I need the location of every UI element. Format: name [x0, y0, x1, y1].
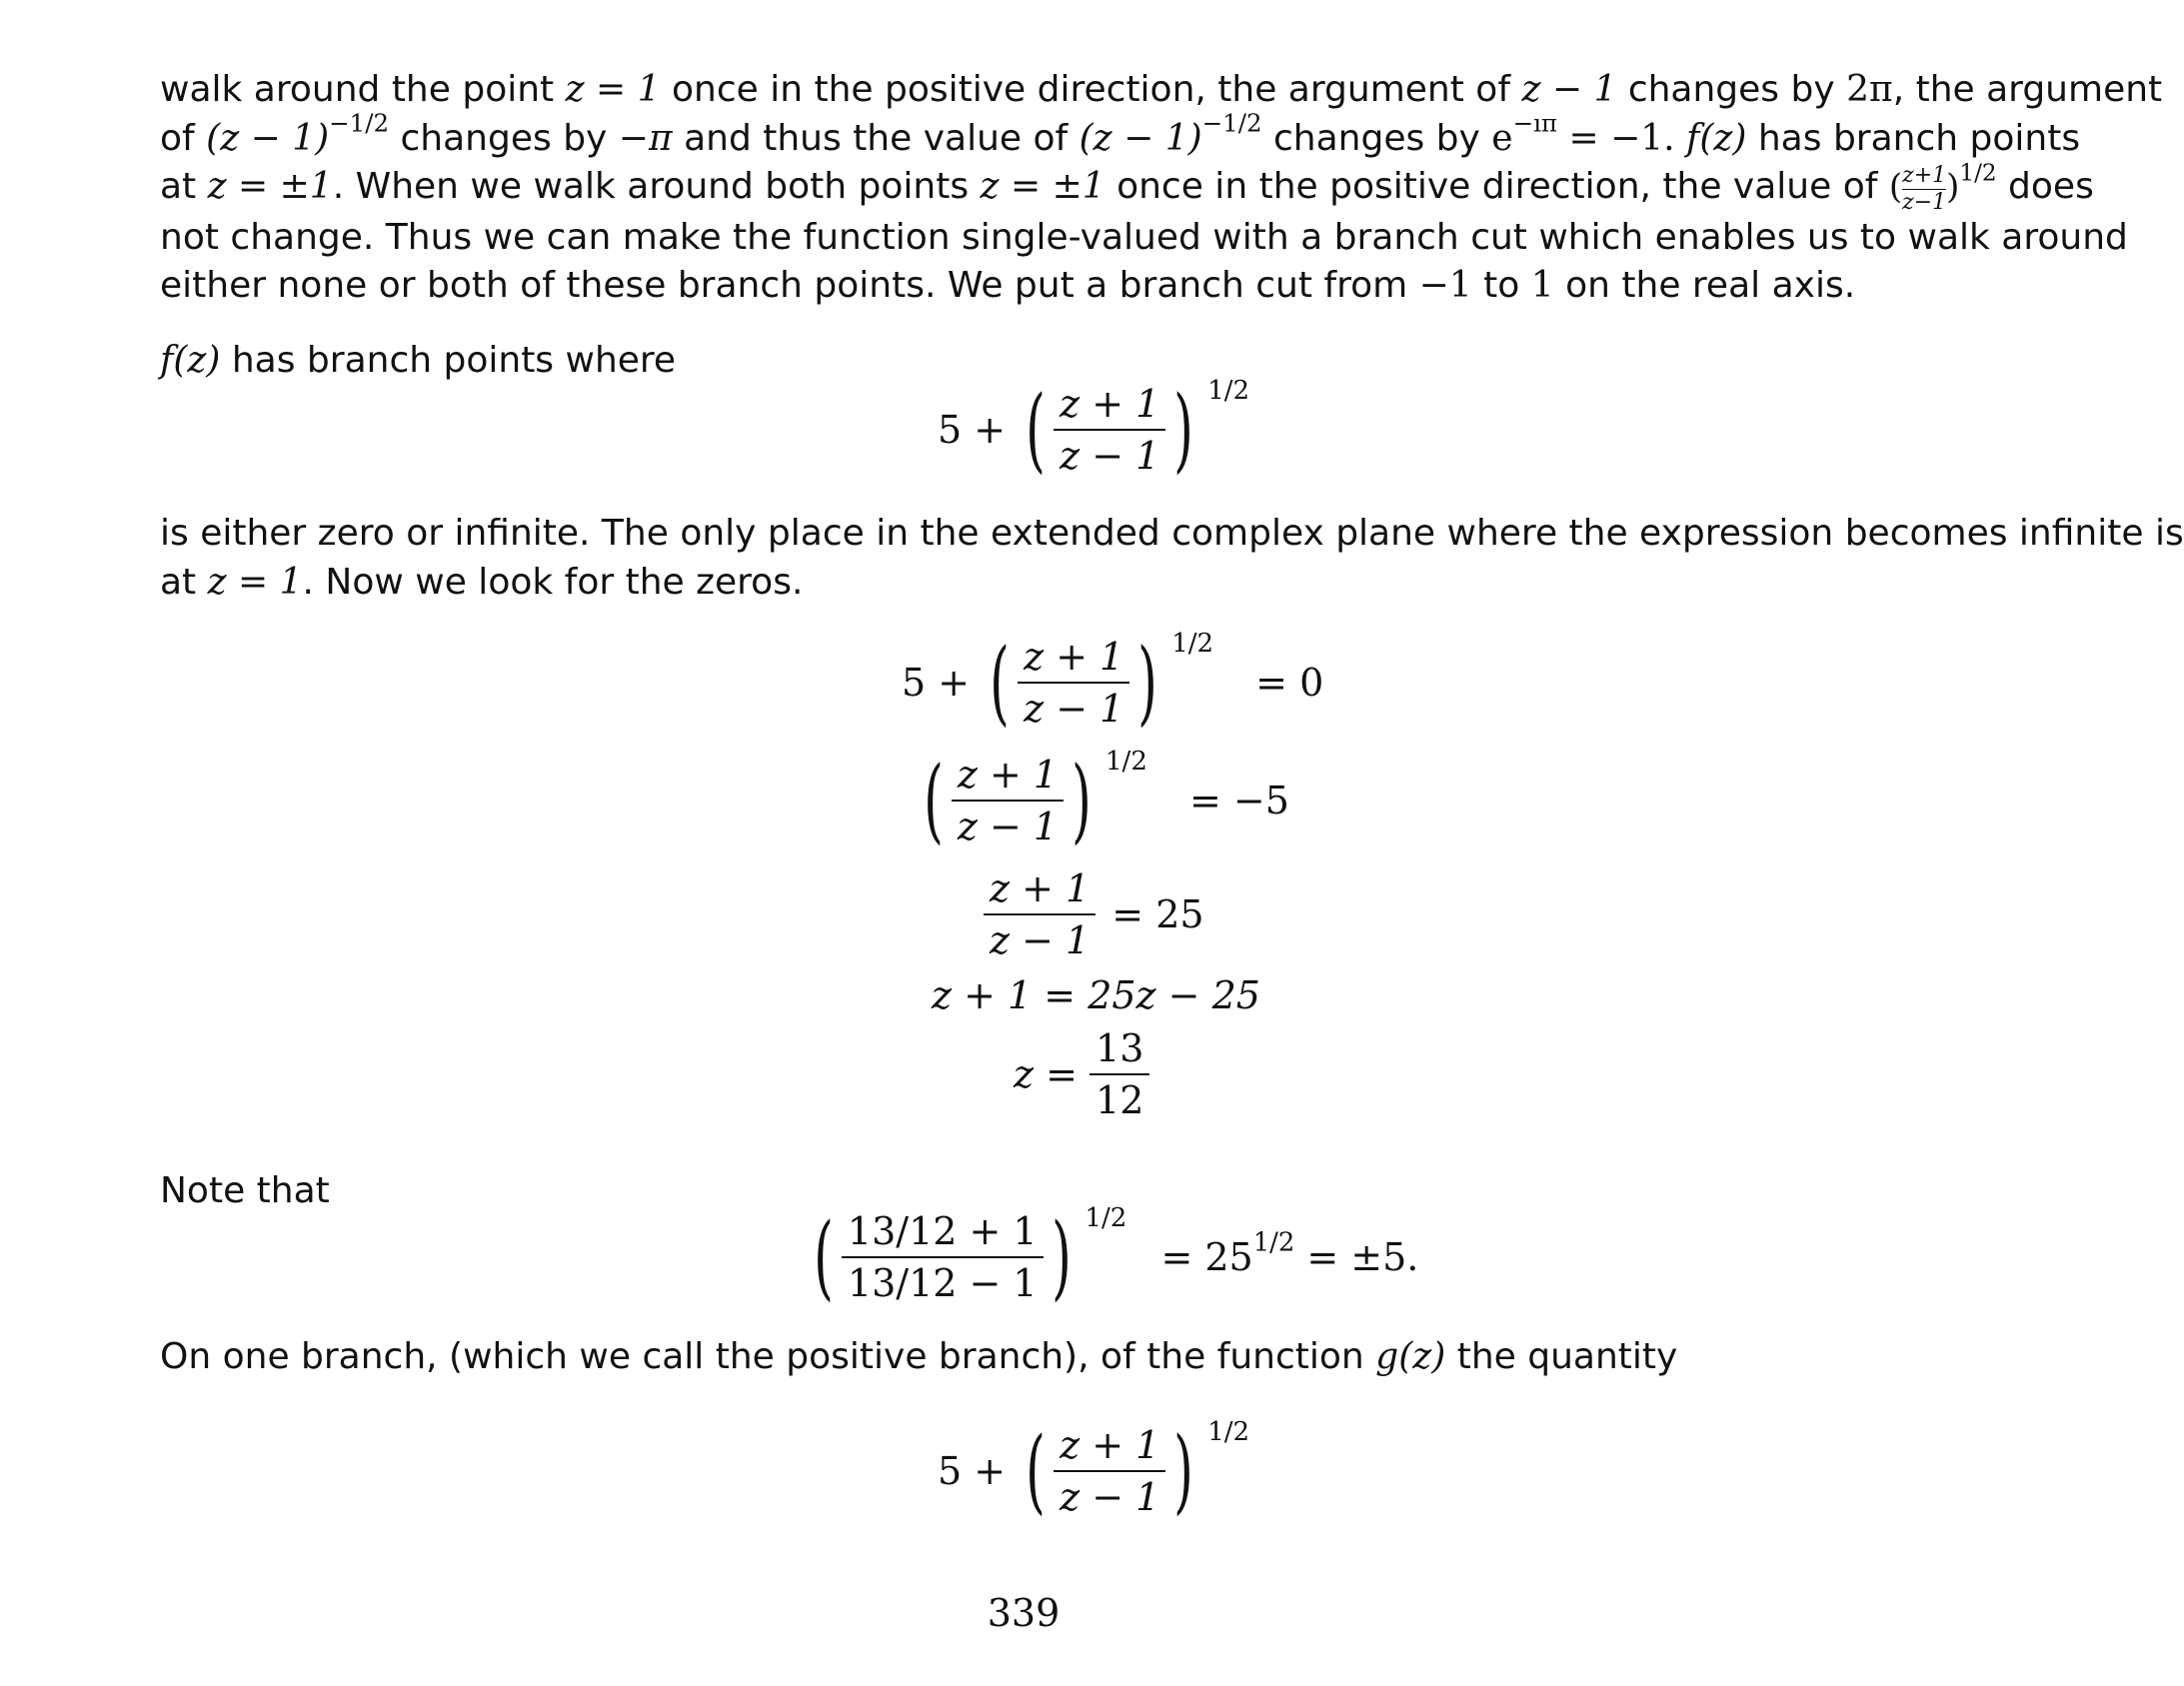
derivation-row-4: z + 1 = 25z − 25: [932, 973, 1260, 1017]
inline-fraction: $\frac{z+1}{z-1}$: [1902, 162, 1947, 215]
text-line: of $(z - 1)^{-1/2}$ changes by −π and thus the value of $(z - 1)^{-1/2}$ changes by $e^{-ı\pi} = -1$. f(z) has branch points: [160, 108, 2081, 159]
paragraph-branch-argument: [160, 66, 2163, 311]
derivation-row-5: z = $\frac{13}{12}$: [1014, 1029, 1149, 1119]
derivation-row-3: $\frac{z + 1}{z - 1}$ = 25: [984, 869, 1204, 959]
text-line: walk around the point z = 1 once in the positive direction, the argument of z − 1 changes by 2π, the argument: [160, 69, 2163, 110]
text-line: On one branch, (which we call the positive branch), of the function g(z) the quantity: [160, 1336, 1678, 1377]
derivation-row-2: ( $\frac{z + 1}{z - 1}$ ) 1/2 = −5: [924, 747, 1289, 853]
document-page: walk around the point z = 1 once in the positive direction, the argument of z − 1 changes by 2π, the argument of $(z - 1)^{-1/2}$ changes by −π and thus the value of $(z - 1)^{-1/2}$ changes by $e^{-ı\pi} = -1$. f(z) has branch points at z = ±1. When we walk around both points z = ±1 once in the positive direction, the value of ( $\frac{z+1}{z-1}$ )$^{1/2}$ does not change. Thus we can make the function single-valued with a branch cut which enables us to walk around either none or both of these branch points. We put a branch cut from −1 to 1 on the real axis. f(z) has branch points where 5 + ( $\frac{z + 1}{z - 1}$ ) 1/2 is either zero or infinite. The only place in the extended complex plane where the expression becomes infinite is at z = 1. Now we look for the zeros. 5 + ( $\frac{z + 1}{z - 1}$ ) 1/2 = 0 ( $\frac{z + 1}{z - 1}$ ) 1/2 = −5 $\frac{z + 1}{z - 1}$ = 25 z + 1 = 25z − 25 z = $\frac{13}{12}$ Note that ( $\frac{13/12 + 1}{13/12 - 1}$ ) $1/2 = 25^{1/2} = \pm 5$. On one branch, (which we call the positive branch), of the function g(z) the quantity 5 + ( $\frac{z + 1}{z - 1}$ ) 1/2 339: [0, 0, 2047, 1686]
paragraph-zero-or-infinite: [160, 510, 2184, 607]
paragraph-positive-branch: [160, 1333, 2009, 1382]
paragraph-branch-points-where: [160, 337, 2009, 386]
text-line: at z = ±1. When we walk around both points z = ±1 once in the positive direction, the value of ( $\frac{z+1}{z-1}$ )$^{1/2}$ does: [160, 160, 2094, 215]
page-number: 339: [987, 1591, 1061, 1635]
text-line: not change. Thus we can make the function single-valued with a branch cut which enables us to walk around: [160, 216, 2128, 258]
text-line: is either zero or infinite. The only place in the extended complex plane where the expression becomes infinite is: [160, 513, 2184, 554]
text-line: either none or both of these branch points. We put a branch cut from −1 to 1 on the real axis.: [160, 265, 1856, 306]
text-line: f(z) has branch points where: [160, 340, 677, 381]
text-line: Note that: [160, 1170, 330, 1211]
derivation-row-1: 5 + ( $\frac{z + 1}{z - 1}$ ) 1/2 = 0: [902, 629, 1324, 736]
text-line: at z = 1. Now we look for the zeros.: [160, 561, 804, 603]
fraction: $\frac{z + 1}{z - 1}$: [1054, 385, 1165, 475]
